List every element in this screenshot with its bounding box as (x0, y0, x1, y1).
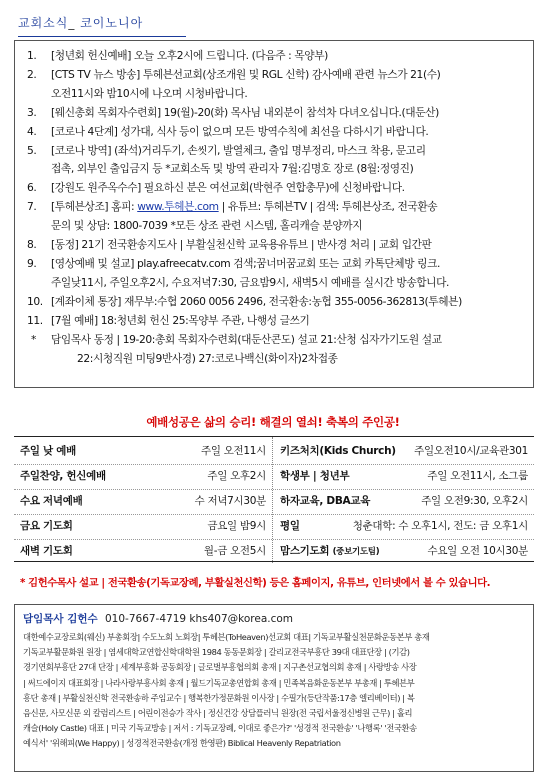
service-name: 평일 (280, 520, 300, 532)
news-text-post: | 유튜브: 투헤븐TV | 검색: 투헤븐상조, 전국환송 (218, 200, 438, 214)
header-separator: _ (68, 16, 76, 30)
pastor-contact: 010-7667-4719 khs407@korea.com (105, 613, 294, 625)
news-text-pre: [투헤븐상조] 홈피: (51, 200, 138, 214)
news-item-8 (21, 236, 525, 255)
news-item-pastor (21, 331, 525, 369)
service-time: 주일 오후2시 (207, 470, 266, 482)
news-item-1 (21, 47, 525, 66)
bio-line: 대한예수교장로회(웨신) 부총회장| 수도노회 노회장| 투헤븐(ToHeaven)선교회 대표| 기독교부활실천문화운동본부 총재 (23, 632, 430, 642)
news-number: 8. (27, 238, 37, 252)
news-text: 담임목사 동정 | 19-20:총회 목회자수련회(대둔산콘도) 설교 21:산청 십자가기도원 설교 (51, 332, 442, 346)
news-text: [청년회 헌신예배] 오늘 오후2시에 드립니다. (다음주 : 목양부) (51, 49, 328, 62)
news-text-cont: 접촉, 외부인 출입금지 등 *교회소독 및 방역 관리자 7월:김명호 장로 (8월:정영진) (51, 162, 414, 176)
news-text-cont: 오전11시와 밤10시에 나오며 시청바랍니다. (51, 86, 248, 100)
news-number: 10. (27, 294, 43, 308)
news-item-2 (21, 66, 525, 104)
news-number: 7. (27, 200, 37, 214)
news-item-10 (21, 293, 525, 312)
news-item-11 (21, 312, 525, 331)
news-item-4 (21, 123, 525, 142)
news-text-cont: 문의 및 상담: 1800-7039 *모든 상조 관련 시스템, 홀리캐슬 분양까지 (51, 219, 363, 233)
news-text-cont: 주일낮11시, 주일오후2시, 수요저녁7:30, 금요밤9시, 새벽5시 예배를 실시간 방송합니다. (51, 275, 450, 289)
header-subtitle: 코이노니아 (80, 16, 144, 30)
service-time: 청춘대학: 수 오후1시, 전도: 금 오후1시 (352, 520, 528, 532)
news-text: [영상예배 및 설교] play.afreecatv.com 검색;꿈너머꿈교회 또는 교회 카톡단체방 링크. (51, 256, 440, 270)
service-name: 주일찬양, 헌신예배 (20, 470, 106, 482)
news-number: 2. (27, 67, 37, 81)
service-name-sub: (중보기도팀) (332, 547, 380, 557)
worship-schedule (14, 436, 534, 562)
pastor-profile-box (14, 604, 534, 772)
bio-line: 기독교부활문화원 원장 | 염세대학교연합신학대학원 1984 동동문회장 | 갈리교전국부흥단 39대 대표단장 | (기감) (23, 647, 410, 658)
service-time: 주일 오전9:30, 오후2시 (421, 495, 528, 507)
service-time: 월-금 오전5시 (203, 545, 266, 557)
service-name-main: 맘스기도회 (280, 545, 330, 557)
schedule-row (14, 439, 534, 464)
news-number: 1. (27, 49, 37, 62)
pastor-name: 담임목사 김헌수 (23, 613, 98, 625)
news-item-3 (21, 104, 525, 123)
pastor-title (23, 611, 525, 626)
bio-line: 흥단 총재 | 부활실천신학 전국환송하 주임교수 | 행복한가정문화원 이사장 | 수필가(등단작품:17층 엘리베이터) | 복 (23, 692, 415, 703)
bio-line: 경기연회부흥단 27대 단장 | 세계부흥화 공동회장 | 글로벌부흥협의회 총재 | 지구촌선교협의회 총재 | 사랑방송 사장 (23, 662, 417, 673)
news-item-7 (21, 198, 525, 236)
service-name: 하자교육, DBA교육 (280, 495, 371, 507)
news-text: [강원도 원주옥수수] 필요하신 분은 여선교회(박현주 연합총무)에 신청바랍니다. (51, 181, 405, 195)
service-name: 새벽 기도회 (20, 545, 73, 557)
notice-text: * 김헌수목사 설교 | 전국환송(기독교장례, 부활실천신학) 등은 홈페이지, 유튜브, 인터넷에서 볼 수 있습니다. (20, 577, 491, 589)
news-bullet: * (31, 332, 36, 346)
news-text: [코로나 방역] (좌석)거리두기, 손씻기, 발열체크, 출입 명부정리, 마스크 착용, 문고리 (51, 143, 426, 157)
schedule-row (14, 464, 534, 489)
slogan: 예배성공은 삶의 승리! 해결의 열쇠! 축복의 주인공! (146, 415, 400, 429)
homepage-link[interactable]: www.투헤븐.com (137, 200, 219, 214)
service-name: 키즈처치(Kids Church) (280, 445, 396, 457)
header-underline (18, 36, 186, 37)
news-text: [7월 예배] 18:청년회 헌신 25:목양부 주관, 나행성 글쓰기 (51, 313, 310, 327)
news-number: 5. (27, 143, 37, 157)
news-number: 3. (27, 105, 37, 119)
service-time: 금요일 밤9시 (207, 520, 266, 532)
news-text (51, 198, 525, 217)
bio-line: | 써드에이지 대표회장 | 나라사랑부흥사회 총재 | 월드기독교총연합회 총재 | 민족복음화운동본부 부총재 | 투헤븐부 (23, 677, 415, 688)
news-number: 9. (27, 256, 37, 270)
news-list (21, 47, 525, 368)
schedule-row (14, 489, 534, 514)
service-name: 금요 기도회 (20, 520, 73, 532)
news-box (14, 40, 534, 388)
news-text: [계좌이체 통장] 재무부:수협 2060 0056 2496, 전국환송:농협 355-0056-362813(투헤븐) (51, 294, 462, 308)
news-number: 6. (27, 181, 37, 195)
news-text: [웨신총회 목회자수련회] 19(월)-20(화) 목사님 내외분이 참석차 다녀오십니다.(대둔산) (51, 105, 439, 119)
schedule-row (14, 514, 534, 539)
pastor-bio (23, 630, 525, 752)
bio-line: 음신문, 사모신문 외 칼럼리스트 | 어린이전승가 작사 | 정신건강 상담플러닉 원장(전 국립서울정신병원 근무) | 홀리 (23, 708, 413, 719)
service-time: 주일 오전11시, 소그룹 (427, 470, 528, 482)
news-number: 4. (27, 124, 37, 138)
news-text: [CTS TV 뉴스 방송] 투헤븐선교회(상조개원 및 RGL 신학) 감사예배 관련 뉴스가 21(수) (51, 67, 441, 81)
service-time: 주일 오전11시 (200, 445, 266, 457)
section-header (18, 14, 143, 31)
news-text: [동정] 21기 전국환송지도사 | 부활실천신학 교육용유튜브 | 반사경 처리 | 교회 입간판 (51, 238, 432, 252)
news-item-5 (21, 142, 525, 180)
service-time: 주일오전10시/교육관301 (414, 445, 528, 457)
service-name: 주일 낮 예배 (20, 445, 76, 457)
service-name: 학생부 | 청년부 (280, 470, 350, 482)
news-item-6 (21, 179, 525, 198)
bio-line: 캐슬(Holy Castle) 대표 | 미국 기독교방송 | 저서 : 기독교장례, 이대로 좋은가?' '성경적 전국환송' '나행록' '전국환송 (23, 723, 417, 734)
service-time: 수 저녁7시30분 (194, 495, 266, 507)
news-text-cont: 22:시청직원 미팅9반사경) 27:코로나백신(화이자)2차접종 (77, 351, 338, 365)
service-time: 수요일 오전 10시30분 (427, 545, 528, 557)
header-title: 교회소식 (18, 16, 69, 30)
news-text: [코로나 4단계] 성가대, 식사 등이 없으며 모든 방역수칙에 최선을 다하시기 바랍니다. (51, 124, 429, 138)
news-item-9 (21, 255, 525, 293)
schedule-row (14, 539, 534, 564)
bio-line: 예식서' '위해피(We Happy) | 성경적전국환송(개정 한영판) Biblical Heavenly Repatriation (23, 738, 341, 749)
news-number: 11. (27, 313, 43, 327)
service-name (280, 539, 379, 564)
service-name: 수요 저녁예배 (20, 495, 83, 507)
